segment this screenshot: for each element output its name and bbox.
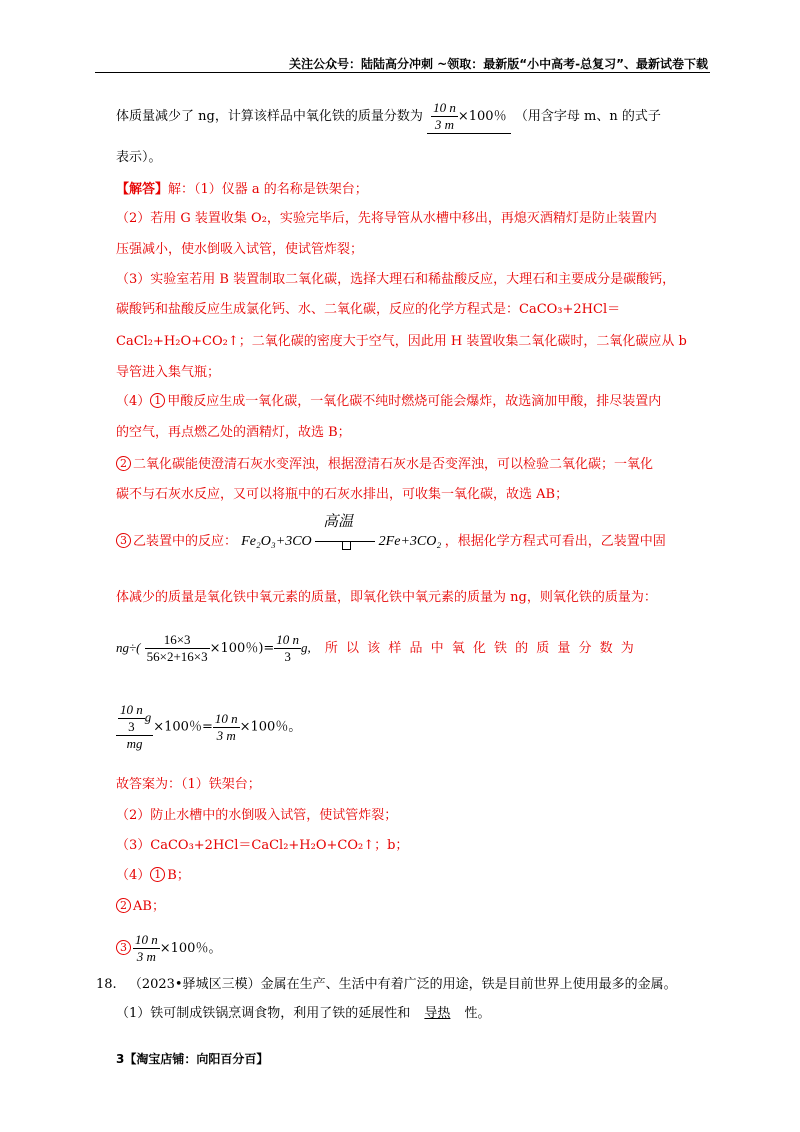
calc-times: ×100％=: [153, 719, 213, 735]
solution-line-6: CaCl₂+H₂O+CO₂↑；二氧化碳的密度大于空气，因此用 H 装置收集二氧化碳时，二氧化碳应从 b: [116, 334, 687, 349]
solution-line-14: [116, 632, 636, 665]
answer-5: 2 AB；: [116, 897, 165, 917]
compound-denominator: mg: [126, 736, 143, 751]
solution-line-2: （2）若用 G 装置收集 O₂，实验完毕后，先将导管从水槽中移出，再熄灭酒精灯是防止装置内: [116, 211, 657, 226]
equation-arrow: [315, 514, 375, 552]
answer-3: （3）CaCO₃+2HCl＝CaCl₂+H₂O+CO₂↑；b；: [116, 838, 409, 853]
final-fraction: $\frac{10 n}{3 m}$: [214, 710, 238, 743]
q17-answer-fraction: $\frac{10 n}{3 m}$: [433, 100, 456, 132]
calc-fraction-result: $\frac{10 n}{3}$: [276, 632, 300, 664]
placeholder-box-icon: [342, 541, 351, 550]
calc-ng-div: ng÷(: [116, 640, 141, 655]
q17-answer-times: ×100％: [457, 109, 507, 124]
q17-answer-blank: [427, 100, 511, 134]
answer-4: （4） 1 B；: [116, 868, 190, 883]
page-header: 关注公众号：陆陆高分冲刺 ~领取：最新版“小中高考-总复习”、最新试卷下载: [289, 57, 708, 71]
solution-tag: 【解答】: [116, 182, 169, 197]
q18-number: 18.: [96, 977, 117, 992]
solution-line-14-text: 所 以 该 样 品 中 氧 化 铁 的 质 量 分 数 为: [324, 641, 636, 656]
calc-times-equals: ×100％)=: [209, 641, 275, 656]
answer-6: [116, 932, 221, 965]
solution-line-5: 碳酸钙和盐酸反应生成氯化钙、水、二氧化碳，反应的化学方程式是：CaCO₃+2HCl＝: [116, 302, 621, 317]
solution-line-7: 导管进入集气瓶；: [116, 365, 221, 380]
q17-line1: [116, 100, 661, 134]
circled-number-1: 1: [150, 867, 165, 882]
solution-line-15: [116, 702, 301, 752]
solution-line-8: （4） 1 甲酸反应生成一氧化碳，一氧化碳不纯时燃烧可能会爆炸，故选滴加甲酸，排尽装置内: [116, 394, 662, 409]
page-footer: 3【淘宝店铺：向阳百分百】: [116, 1052, 269, 1066]
q17-text-post: （用含字母 m、n 的式子: [514, 109, 661, 124]
circled-number-3: 3: [116, 940, 131, 955]
solution-line-12: 3 乙装置中的反应： Fe₂O₃+3CO 高温 2Fe+3CO₂ ，根据化学方程式可看出，乙装置中固: [116, 532, 666, 552]
answer-6-fraction: $\frac{10 n}{3 m}$: [135, 932, 158, 964]
solution-line-4: （3）实验室若用 B 装置制取二氧化碳，选择大理石和稀盐酸反应，大理石和主要成分是碳酸钙，: [116, 272, 676, 287]
answers-title: 故答案为：（1）铁架台；: [116, 777, 261, 792]
final-end: ×100％。: [239, 719, 302, 735]
solution-line-9: 的空气，再点燃乙处的酒精灯，故选 B；: [116, 425, 351, 440]
header-divider: [95, 72, 710, 73]
q18-stem: （2023•驿城区三模）金属在生产、生活中有着广泛的用途，铁是目前世界上使用最多的金属。: [128, 977, 677, 992]
circled-number-2: 2: [116, 456, 131, 471]
equation-condition: 高温: [323, 514, 354, 530]
equation-left: Fe₂O₃+3CO: [241, 534, 312, 549]
answer-2: （2）防止水槽中的水倒吸入试管，使试管炸裂；: [116, 808, 398, 823]
q18-line: [96, 975, 677, 995]
compound-fraction: [116, 702, 153, 752]
solution-line-10: 2 二氧化碳能使澄清石灰水变浑浊，根据澄清石灰水是否变浑浊，可以检验二氧化碳；一氧化: [116, 455, 653, 475]
chemical-equation: [241, 514, 445, 549]
circled-number-1: 1: [150, 393, 165, 408]
solution-line-11: 碳不与石灰水反应，又可以将瓶中的石灰水排出，可收集一氧化碳，故选 AB；: [116, 487, 569, 502]
calc-unit-g: g,: [301, 640, 311, 655]
circled-number-2: 2: [116, 898, 131, 913]
q18-sub1-answer: 导热: [424, 1006, 451, 1021]
answer-6-end: ×100％。: [159, 941, 222, 956]
q17-line2: 表示）。: [116, 150, 162, 165]
equation-right: 2Fe+3CO₂: [378, 534, 442, 549]
q18-sub1: （1）铁可制成铁锅烹调食物，利用了铁的延展性和 导热 性。: [116, 1006, 491, 1021]
solution-line-13: 体减少的质量是氧化铁中氧元素的质量，即氧化铁中氧元素的质量为 ng，则氧化铁的质量为：: [116, 590, 657, 605]
calc-fraction-mass: $\frac{16\times 3}{56\times 2+16\times 3}$: [146, 632, 208, 664]
solution-line-3: 压强减小，使水倒吸入试管，使试管炸裂；: [116, 242, 364, 257]
q17-text: 体质量减少了 ng，计算该样品中氧化铁的质量分数为: [116, 109, 427, 124]
inner-fraction: $\frac{10 n}{3}$: [120, 702, 143, 734]
compound-numerator: $\frac{10 n}{3}$ g: [116, 702, 153, 736]
solution-line-1: 【解答】解：（1）仪器 a 的名称是铁架台；: [116, 182, 368, 197]
circled-number-3: 3: [116, 533, 131, 548]
